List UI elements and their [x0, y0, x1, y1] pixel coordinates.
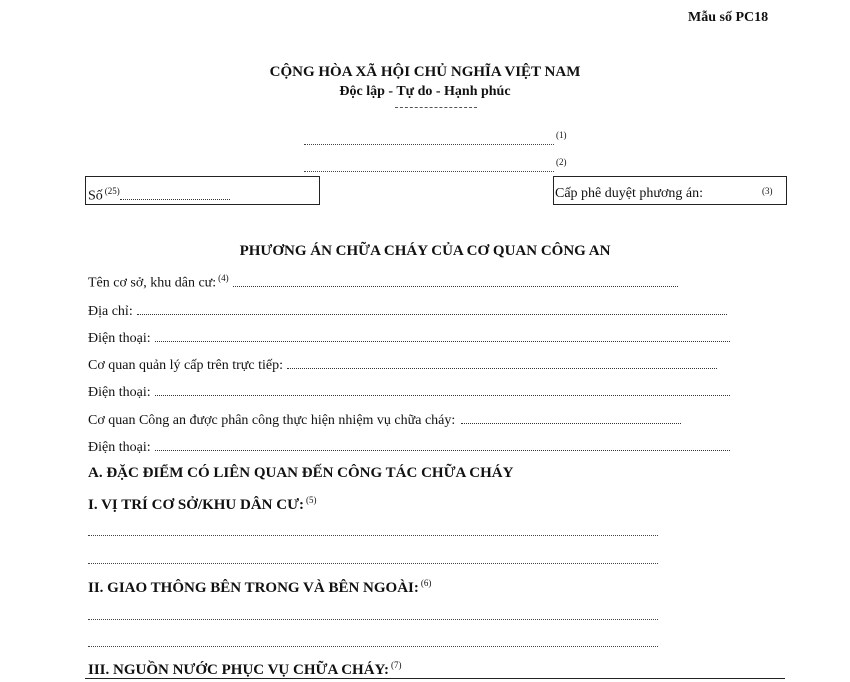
number-field[interactable]	[88, 186, 230, 205]
org-line-2[interactable]	[304, 171, 554, 172]
field-phone-3-dotline	[155, 438, 730, 451]
field-superior-agency-label: Cơ quan quản lý cấp trên trực tiếp:	[88, 358, 283, 373]
field-address[interactable]	[88, 302, 727, 320]
field-phone-2[interactable]	[88, 383, 730, 401]
section-1-line-1[interactable]	[88, 535, 658, 536]
field-phone-1[interactable]	[88, 329, 730, 347]
section-1-label: I. VỊ TRÍ CƠ SỞ/KHU DÂN CƯ:	[88, 497, 304, 513]
field-police-agency[interactable]	[88, 411, 681, 429]
section-a-heading: A. ĐẶC ĐIỂM CÓ LIÊN QUAN ĐẾN CÔNG TÁC CHỮA CHÁY	[88, 465, 514, 481]
approval-note: (3)	[762, 186, 773, 196]
field-phone-1-label: Điện thoại:	[88, 331, 151, 346]
field-address-dotline	[137, 302, 727, 315]
page-bottom-rule	[85, 678, 785, 679]
motto: Độc lập - Tự do - Hạnh phúc	[339, 84, 511, 99]
field-police-agency-dotline	[461, 411, 681, 424]
section-1-heading	[88, 495, 317, 514]
number-note: (25)	[104, 186, 120, 196]
section-3-note: (7)	[390, 660, 402, 670]
field-superior-agency-dotline	[287, 356, 717, 369]
field-phone-2-dotline	[155, 383, 730, 396]
motto-underline	[395, 107, 477, 108]
section-2-heading	[88, 578, 431, 597]
document-title: PHƯƠNG ÁN CHỮA CHÁY CỦA CƠ QUAN CÔNG AN	[239, 243, 611, 259]
approval-field[interactable]	[555, 186, 703, 202]
field-police-agency-label: Cơ quan Công an được phân công thực hiện nhiệm vụ chữa cháy:	[88, 413, 456, 428]
field-facility-name-note: (4)	[218, 273, 229, 283]
section-1-note: (5)	[306, 495, 317, 505]
form-code: Mẫu số PC18	[688, 10, 769, 25]
number-dotline	[120, 187, 230, 200]
section-2-label: II. GIAO THÔNG BÊN TRONG VÀ BÊN NGOÀI:	[88, 580, 419, 596]
field-facility-name[interactable]	[88, 273, 678, 292]
number-label: Số	[88, 188, 103, 204]
field-facility-name-dotline	[233, 274, 678, 287]
org-line-1[interactable]	[304, 144, 554, 145]
country-name: CỘNG HÒA XÃ HỘI CHỦ NGHĨA VIỆT NAM	[269, 64, 581, 80]
field-phone-3[interactable]	[88, 438, 730, 456]
field-phone-2-label: Điện thoại:	[88, 385, 151, 400]
section-2-line-1[interactable]	[88, 619, 658, 620]
org-line-2-note: (2)	[556, 157, 567, 167]
field-address-label: Địa chỉ:	[88, 304, 133, 319]
approval-label: Cấp phê duyệt phương án:	[555, 186, 703, 201]
field-facility-name-label: Tên cơ sở, khu dân cư:	[88, 275, 217, 291]
section-3-heading	[88, 660, 401, 679]
field-phone-3-label: Điện thoại:	[88, 440, 151, 455]
field-phone-1-dotline	[155, 329, 730, 342]
field-superior-agency[interactable]	[88, 356, 717, 374]
section-1-line-2[interactable]	[88, 563, 658, 564]
section-2-line-2[interactable]	[88, 646, 658, 647]
section-2-note: (6)	[420, 578, 432, 588]
org-line-1-note: (1)	[556, 130, 567, 140]
section-3-label: III. NGUỒN NƯỚC PHỤC VỤ CHỮA CHÁY:	[88, 662, 389, 678]
